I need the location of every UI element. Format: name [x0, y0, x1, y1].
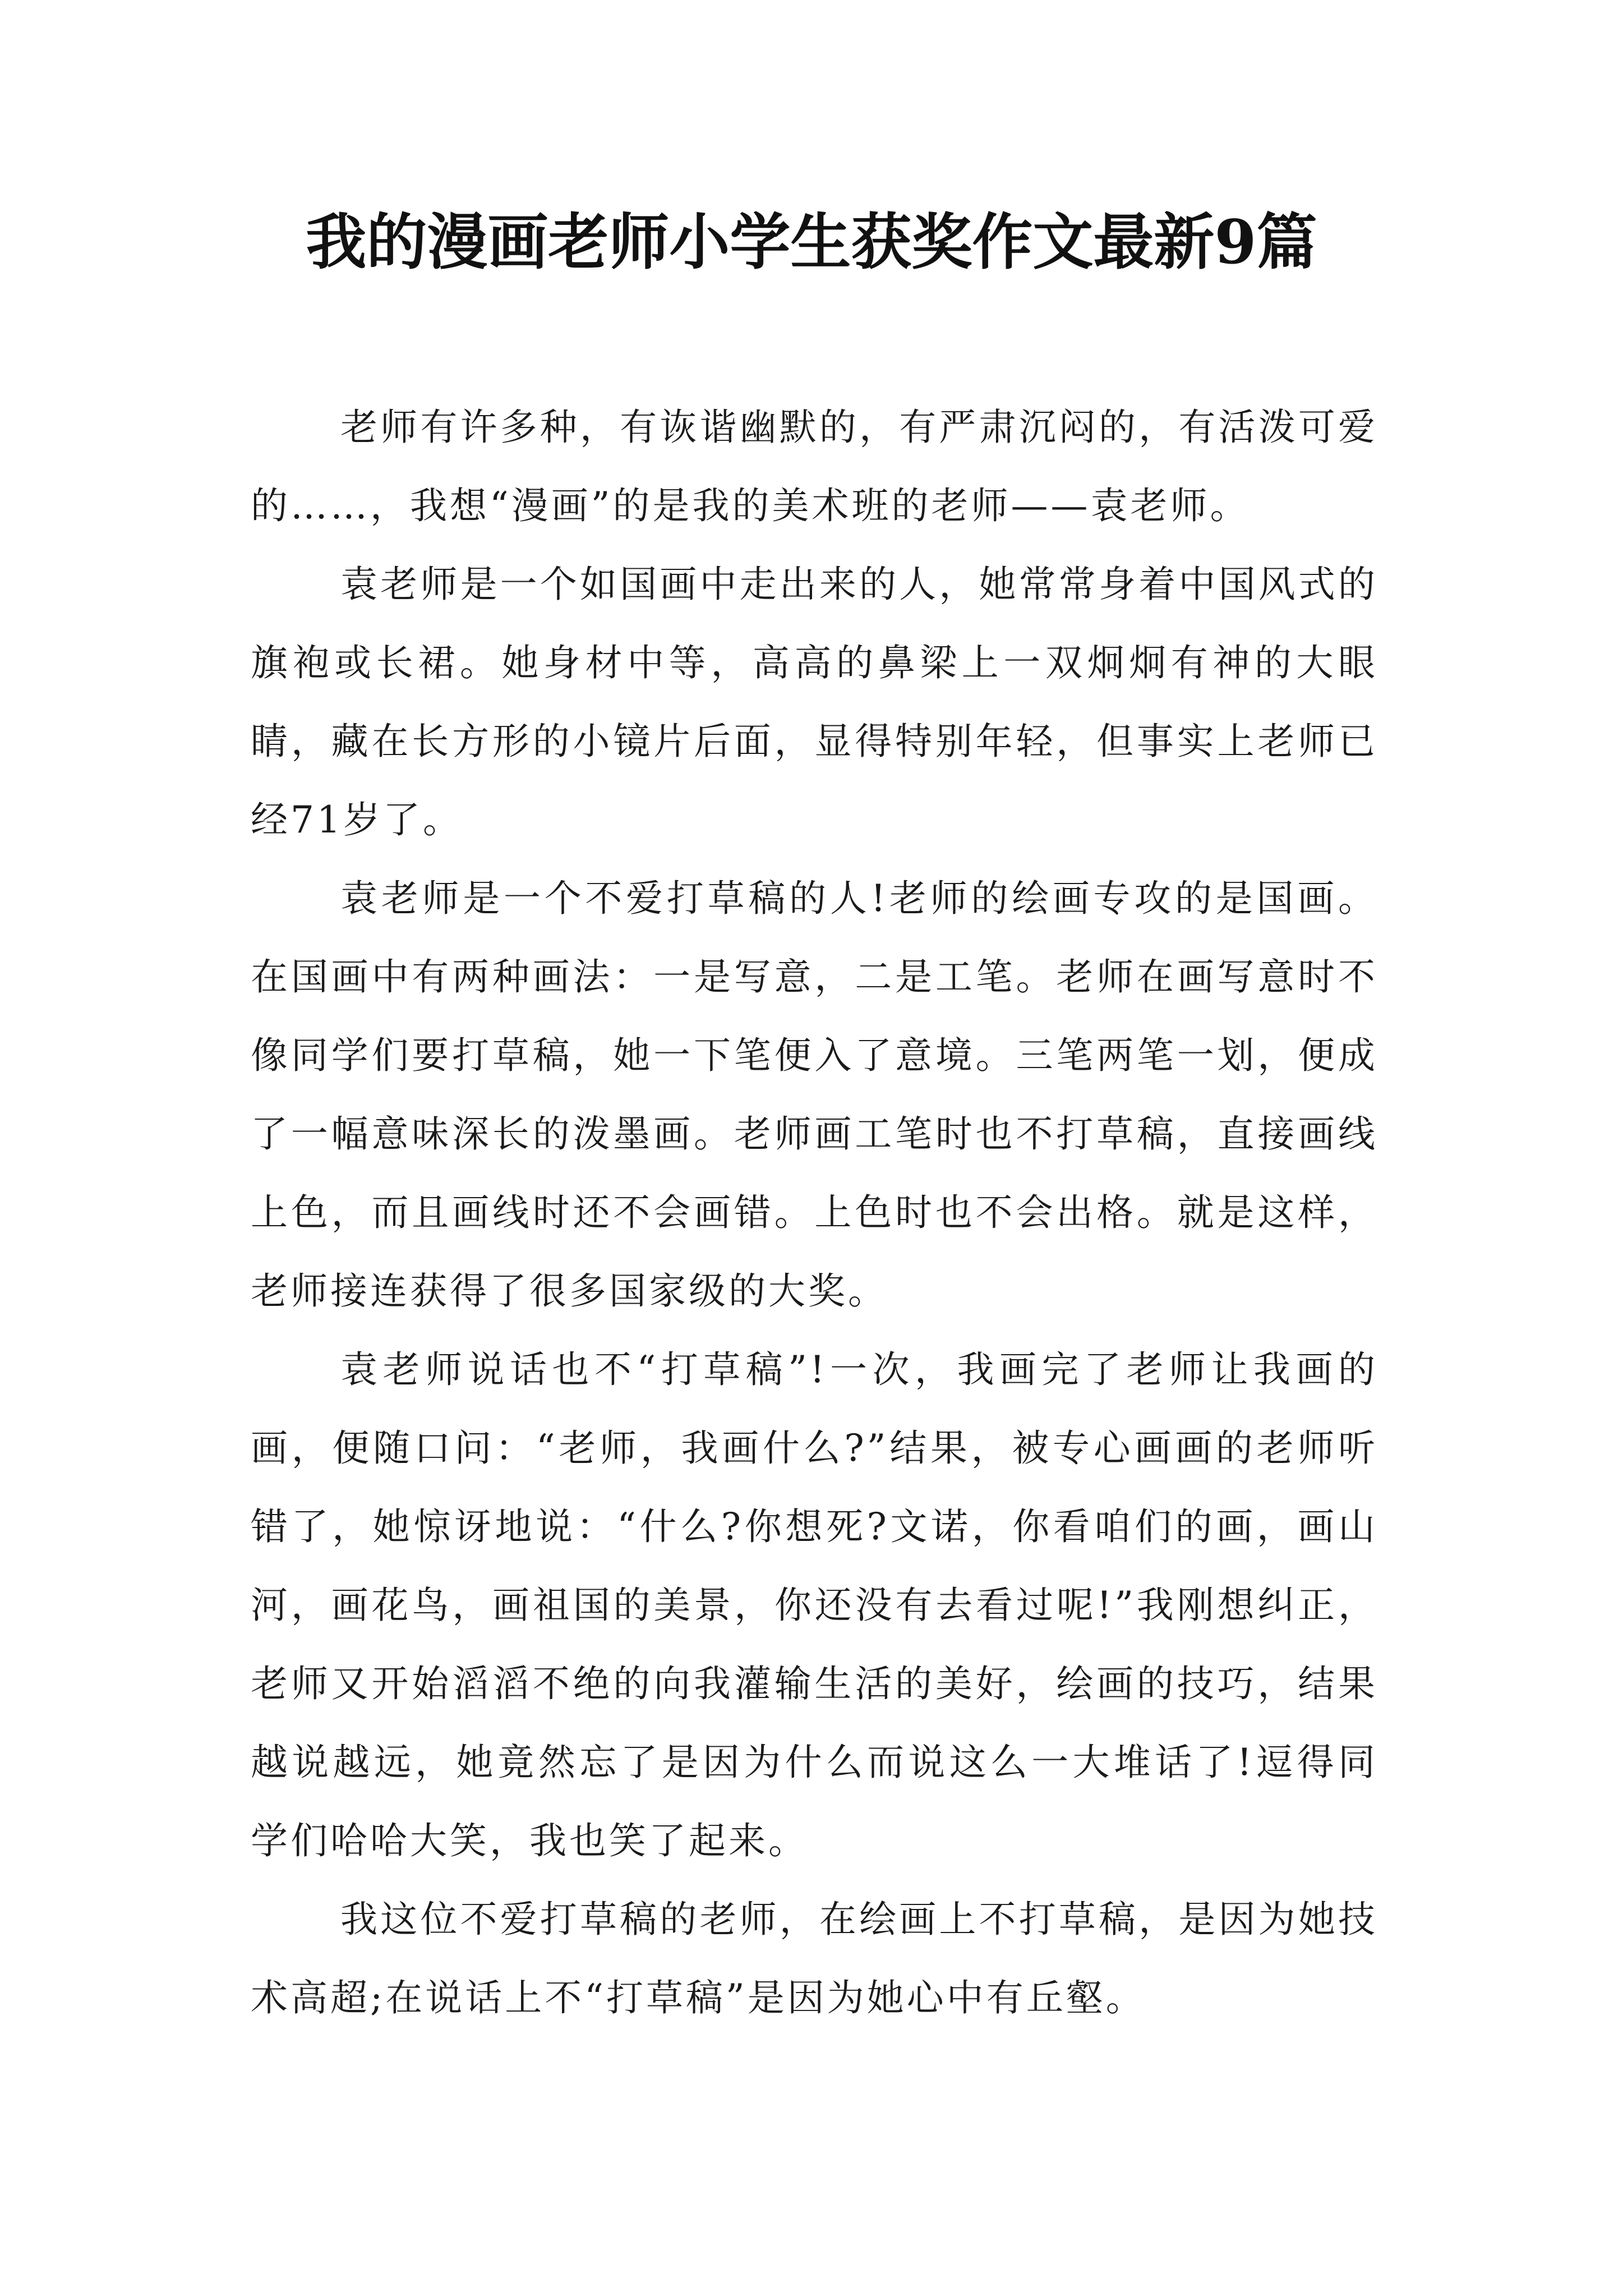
paragraph-4: 袁老师说话也不“打草稿”!一次，我画完了老师让我画的画，便随口问：“老师，我画什么?”结果，被专心画画的老师听错了，她惊讶地说：“什么?你想死?文诺，你看咱们的画，画山河，画花鸟，画祖国的美景，你还没有去看过呢!”我刚想纠正，老师又开始滔滔不绝的向我灌输生活的美好，绘画的技巧，结果越说越远，她竟然忘了是因为什么而说这么一大堆话了!逗得同学们哈哈大笑，我也笑了起来。: [251, 1348, 1378, 1862]
document-title: 我的漫画老师小学生获奖作文最新9篇: [306, 207, 1317, 278]
paragraph-2: 袁老师是一个如国画中走出来的人，她常常身着中国风式的旗袍或长裙。她身材中等，高高的鼻梁上一双炯炯有神的大眼睛，藏在长方形的小镜片后面，显得特别年轻，但事实上老师已经71岁了。: [251, 563, 1378, 841]
document-body: [251, 388, 1378, 2037]
paragraph-5: 我这位不爱打草稿的老师，在绘画上不打草稿，是因为她技术高超;在说话上不“打草稿”是因为她心中有丘壑。: [251, 1898, 1378, 2019]
paragraph-3: 袁老师是一个不爱打草稿的人!老师的绘画专攻的是国画。在国画中有两种画法：一是写意，二是工笔。老师在画写意时不像同学们要打草稿，她一下笔便入了意境。三笔两笔一划，便成了一幅意味深长的泼墨画。老师画工笔时也不打草稿，直接画线上色，而且画线时还不会画错。上色时也不会出格。就是这样，老师接连获得了很多国家级的大奖。: [251, 877, 1378, 1313]
paragraph-1: 老师有许多种，有诙谐幽默的，有严肃沉闷的，有活泼可爱的……，我想“漫画”的是我的美术班的老师——袁老师。: [251, 406, 1378, 527]
